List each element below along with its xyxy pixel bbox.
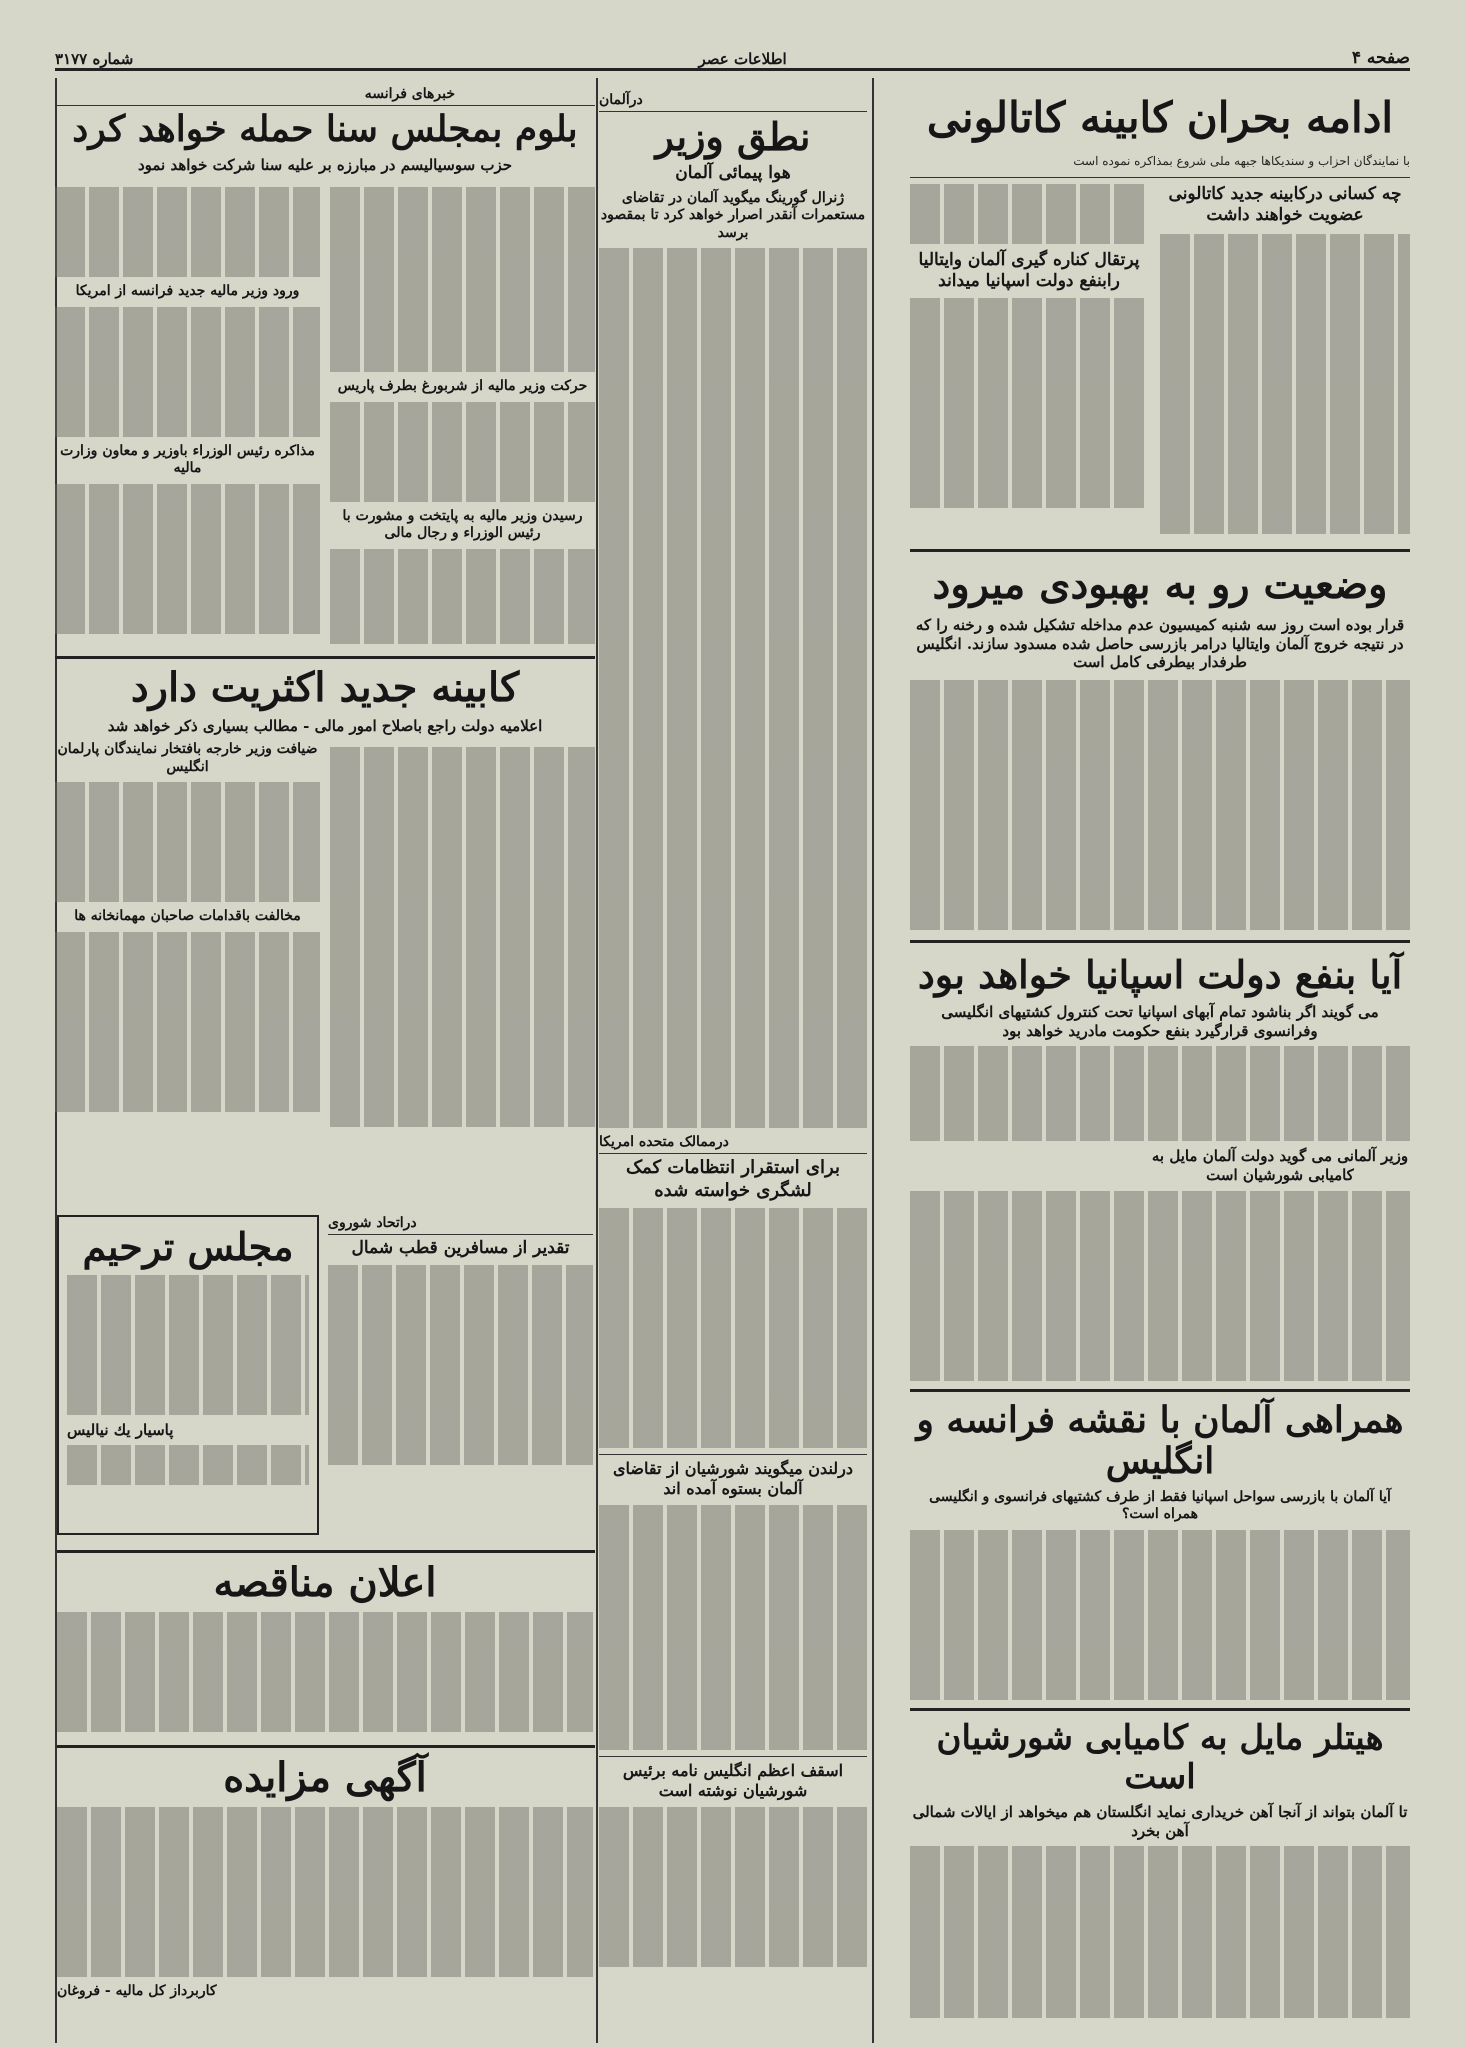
subhead: مذاکره رئیس الوزراء باوزیر و معاون وزارت مالیه: [60, 442, 315, 477]
text-block: [67, 1275, 309, 1415]
auction-signature: کاربرداز کل مالیه - فروغان: [57, 1983, 217, 1999]
lede: قرار بوده است روز سه شنبه کمیسیون عدم مداخله تشکیل شده و رخنه را که در نتیجه خروج آلمان وایتالیا درامر بازرسی حاصل شده مسدود سازند. انگلیس طرفدار بیطرفی کامل است: [915, 615, 1405, 672]
subhead: حرکت وزیر مالیه از شربورغ بطرف پاریس: [337, 378, 588, 395]
ussr-section: [328, 1215, 593, 1471]
text-block: [55, 187, 320, 277]
headline: برای استقرار انتظامات کمک لشگری خواسته شده: [626, 1157, 840, 1201]
subhead: ژنرال گورینگ میگوید آلمان در تقاضای مستعمرات آنقدر اصرار خواهد کرد تا بمقصود برسد: [600, 189, 866, 241]
headline: ادامه بحران کابینه کاتالونی: [926, 93, 1394, 142]
section-label: درممالک متحده امریکا: [599, 1134, 729, 1151]
subhead: رسیدن وزیر مالیه به پایتخت و مشورت با رئیس الوزراء و رجال مالی: [342, 507, 583, 542]
issue-number: شماره ۳۱۷۷: [55, 50, 134, 68]
lede: با نمایندگان احزاب و سندیکاها جبهه ملی شروع بمذاکره نموده است: [1073, 154, 1410, 169]
paper-name: اطلاعات عصر: [698, 50, 787, 68]
headline: همراهی آلمان با نقشه فرانسه و انگلیس: [916, 1398, 1404, 1483]
headline: درلندن میگویند شورشیان از تقاضای آلمان بستوه آمده اند: [613, 1459, 853, 1499]
subhead: هوا پیمائی آلمان: [675, 162, 791, 183]
divider: [910, 177, 1410, 178]
tender-title: اعلان مناقصه: [213, 1559, 437, 1606]
section-label: دراتحاد شوروی: [328, 1215, 417, 1231]
text-block: [910, 1846, 1410, 2018]
divider: [599, 1756, 867, 1757]
right-column: [910, 78, 1410, 2018]
lede: آیا آلمان با بازرسی سواحل اسپانیا فقط از طرف کشتیهای فرانسوی و انگلیسی همراه است؟: [929, 1488, 1391, 1523]
condolence-title: مجلس ترحیم: [82, 1224, 294, 1269]
text-block: [55, 782, 320, 902]
text-block: [67, 1445, 309, 1485]
auction-box: [57, 1755, 593, 2001]
text-block: [57, 1807, 593, 1977]
divider: [910, 940, 1410, 943]
text-block: [330, 549, 595, 644]
headline: نطق وزیر: [655, 114, 811, 159]
subhead: وزیر آلمانی می گوید دولت آلمان مایل به کامیابی شورشیان است: [1151, 1147, 1409, 1185]
subhead: پرتقال کناره گیری آلمان وایتالیا رابنفع دولت اسپانیا میداند: [918, 249, 1140, 292]
divider: [55, 656, 595, 659]
column-divider: [872, 78, 874, 2043]
divider: [57, 1550, 595, 1553]
divider: [328, 1234, 593, 1235]
section-label: خبرهای فرانسه: [364, 86, 455, 102]
subhead: چه کسانی درکابینه جدید کاتالونی عضویت خواهند داشت: [1168, 183, 1402, 226]
text-block: [599, 1505, 867, 1750]
text-block: [910, 1191, 1410, 1381]
text-block: [330, 187, 595, 372]
text-block: [57, 1612, 593, 1732]
headline: وضعیت رو به بهبودی میرود: [932, 560, 1388, 608]
lede: می گویند اگر بناشود تمام آبهای اسپانیا تحت کنترول کشتیهای انگلیسی وفرانسوی قرارگیرد بنفع حکومت مادرید خواهد بود: [941, 1002, 1379, 1040]
divider: [55, 105, 595, 106]
lede: حزب سوسیالیسم در مبارزه بر علیه سنا شرکت خواهد نمود: [137, 156, 513, 175]
lede: تا آلمان بتواند از آنجا آهن خریداری نماید انگلستان هم میخواهد از ایالات شمالی آهن بخرد: [912, 1802, 1408, 1840]
divider: [910, 549, 1410, 552]
condolence-signature: پاسیار یك نیالیس: [67, 1420, 174, 1439]
divider: [599, 1454, 867, 1455]
condolence-box: [57, 1215, 319, 1535]
text-block: [55, 484, 320, 634]
headline: تقدیر از مسافرین قطب شمال: [351, 1238, 570, 1258]
subhead: مخالفت باقدامات صاحبان مهمانخانه ها: [74, 908, 301, 925]
text-block: [328, 1265, 593, 1465]
subhead: ضیافت وزیر خارجه بافتخار نمایندگان پارلمان انگلیس: [57, 741, 318, 775]
left-column: [55, 78, 595, 1158]
tender-box: [57, 1560, 593, 1738]
headline: اسقف اعظم انگلیس نامه برئیس شورشیان نوشته است: [622, 1761, 844, 1801]
subhead: ورود وزیر مالیه جدید فرانسه از امریکا: [75, 283, 300, 300]
text-block: [599, 1807, 867, 1967]
divider: [910, 1389, 1410, 1392]
text-block: [599, 1208, 867, 1448]
column-divider: [596, 78, 598, 2043]
headline: آیا بنفع دولت اسپانیا خواهد بود: [917, 952, 1403, 998]
text-block: [55, 932, 320, 1112]
divider: [57, 1745, 595, 1748]
headline: کابینه جدید اکثریت دارد: [130, 663, 520, 711]
text-block: [330, 402, 595, 502]
masthead: [55, 50, 1410, 71]
text-block: [330, 747, 595, 1127]
page-label: صفحه ۴: [1351, 48, 1410, 68]
divider: [599, 111, 867, 112]
section-label: درآلمان: [599, 92, 643, 108]
text-block: [599, 248, 867, 1128]
text-block: [910, 1046, 1410, 1141]
text-block: [910, 680, 1410, 930]
text-block: [910, 1530, 1410, 1700]
headline: بلوم بمجلس سنا حمله خواهد کرد: [72, 108, 578, 150]
divider: [910, 1708, 1410, 1711]
headline: هیتلر مایل به کامیابی شورشیان است: [936, 1717, 1384, 1797]
lede: اعلامیه دولت راجع باصلاح امور مالی - مطالب بسیاری ذکر خواهد شد: [107, 716, 543, 735]
text-block: [910, 298, 1148, 508]
text-block: [1160, 234, 1410, 534]
middle-column: [599, 78, 867, 2018]
text-block: [55, 307, 320, 437]
text-block: [910, 184, 1148, 244]
divider: [599, 1153, 867, 1154]
auction-title: آگهی مزایده: [223, 1754, 427, 1801]
